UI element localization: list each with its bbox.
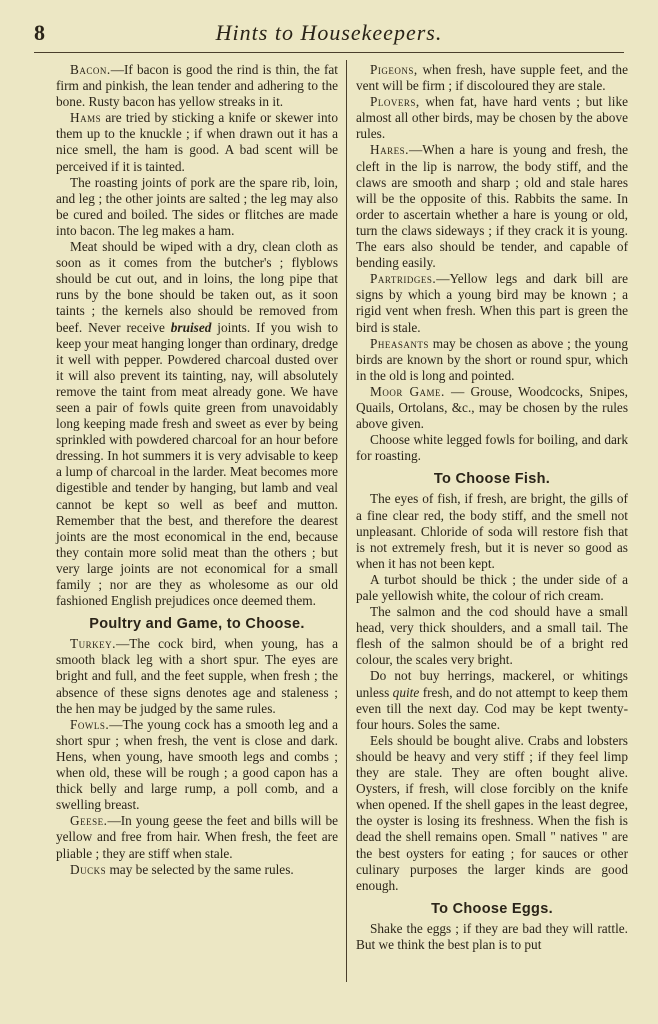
bacon-paragraph [56, 62, 338, 110]
herrings-text-emphasis: quite [392, 684, 420, 700]
eels-paragraph: Eels should be bought alive. Crabs and lobsters should be heavy and very stiff ; if they feel limp they are stale. They are often bought alive. Oysters, if fresh, will close forcibly on the knife when opened. If the shell gapes in the least degree, the oyster is losing its freshness. When the fish is dead the shell remains open. Small " natives " are the best oysters for eating ; for sauces or other culinary purposes the larger kinds are good enough. [356, 732, 628, 893]
ducks-text: may be selected by the same rules. [106, 861, 294, 877]
moor-game-paragraph [356, 384, 628, 432]
meat-paragraph [56, 239, 338, 609]
turbot-paragraph: A turbot should be thick ; the under side of a pale yellowish white, the colour of rich cream. [356, 571, 628, 603]
pheasants-lead: Pheasants [370, 335, 429, 351]
moor-game-text: — Grouse, Woodcocks, Snipes, Quails, Ortolans, &c., may be chosen by the rules above given. [356, 383, 629, 432]
fish-heading: To Choose Fish. [433, 471, 551, 488]
geese-text: —In young geese the feet and bills will be yellow and free from hair. When fresh, the feet are pliable ; they are stiff when stale. [56, 813, 338, 861]
hares-text: —When a hare is young and fresh, the cleft in the lip is narrow, the body stiff, and the claws are smooth and sharp ; old and stale hares will be the opposite of this. Rabbits the same. In order to ascertain whether a hare is young or old, turn the claws sideways ; if they crack it is young. The ears also should be tender, and capable of bending easily. [356, 142, 628, 271]
ducks-lead: Ducks [70, 861, 107, 877]
running-head: Hints to Housekeepers. [215, 20, 443, 45]
bacon-lead: Bacon. [70, 62, 111, 77]
plovers-paragraph [356, 94, 628, 142]
poultry-heading: Poultry and Game, to Choose. [89, 616, 305, 633]
fowls-lead: Fowls. [70, 716, 110, 732]
geese-lead: Geese. [70, 813, 108, 829]
hams-paragraph [56, 110, 338, 174]
moor-game-lead: Moor Game. [370, 383, 445, 399]
pigeons-paragraph [356, 62, 628, 94]
roasting-paragraph: The roasting joints of pork are the spare rib, loin, and leg ; the other joints are salted ; the leg may also be cured and boiled. The sides or flitches are made into bacon. The leg makes a ham. [56, 174, 338, 238]
hares-lead: Hares. [370, 142, 409, 158]
pheasants-text: may be chosen as above ; the young birds are known by the short or round spur, which in the old is long and pointed. [356, 335, 628, 383]
page-number: 8 [34, 20, 45, 45]
eggs-heading: To Choose Eggs. [431, 900, 553, 917]
pheasants-paragraph [356, 336, 628, 384]
column-divider [346, 60, 347, 982]
plovers-text: when fat, have hard vents ; but like almost all other birds, may be chosen by the above rules. [356, 94, 628, 142]
turkey-paragraph [56, 636, 338, 716]
pigeons-text: when fresh, have supple feet, and the vent will be firm ; if discoloured they are stale. [356, 62, 628, 94]
hams-text: are tried by sticking a knife or skewer into them up to the knuckle ; if when drawn out it has a nice smell, the ham is good. A bad scent will be perceived if it is tainted. [56, 110, 338, 174]
fowls-text: —The young cock has a smooth leg and a short spur ; when fresh, the vent is close and dark. Hens, when young, have smooth legs and combs ; when old, these will be rough ; a good capon has a thick belly and large rump, a poll comb, and a swelling breast. [56, 716, 338, 813]
partridges-paragraph [356, 271, 628, 335]
turkey-lead: Turkey. [70, 636, 116, 652]
hares-paragraph [356, 142, 628, 271]
hams-lead: Hams [70, 110, 102, 126]
meat-text-2: joints. If you wish to keep your meat hanging longer than ordinary, dredge it well with pepper. Powdered charcoal dusted over it will also prevent its tainting, nay, will absolutely remove the taint from meat already gone. We have seen a pair of fowls quite green from unavoidably long keeping made fresh and sweet as ever by being sprinkled with powdered charcoal for an hour before dressing. In hot summers it is very advisable to keep a lump of charcoal in the larder. Meat becomes more digestible and tender by hanging, but lamb and veal cannot be kept so well as beef and mutton. Remember that the best, and therefore the dearest joints are the most economical in the end, because they contain more solid meat than the others ; but very large joints are not economical for a small family ; nor are they as wholesome as our old fashioned English prejudices once deemed them. [56, 319, 338, 609]
partridges-lead: Partridges. [370, 271, 437, 287]
bacon-text: —If bacon is good the rind is thin, the fat firm and pinkish, the lean tender and adhering to the bone. Rusty bacon has yellow streaks in it. [56, 62, 338, 110]
salmon-paragraph: The salmon and the cod should have a small head, very thick shoulders, and a small tail. The flesh of the salmon should be of a bright red colour, the scales very bright. [356, 604, 628, 668]
pigeons-lead: Pigeons, [370, 62, 418, 77]
partridges-text: —Yellow legs and dark bill are signs by which a young bird may be known ; a rigid vent when fresh. When this part is green the bird is stale. [356, 271, 628, 335]
fish-paragraph: The eyes of fish, if fresh, are bright, the gills of a fine clear red, the body stiff, and the smell not unpleasant. Chloride of soda will restore fish that is not extremely fresh, but it is never so good as when it has not been kept. [356, 491, 628, 571]
right-column [356, 62, 628, 953]
eggs-paragraph: Shake the eggs ; if they are bad they will rattle. But we think the best plan is to put [356, 920, 628, 952]
fowls-paragraph [56, 717, 338, 814]
left-column [56, 62, 338, 878]
header-rule [34, 52, 624, 53]
ducks-paragraph [56, 862, 338, 878]
turkey-text: —The cock bird, when young, has a smooth black leg with a short spur. The eyes are bright and full, and the feet supple, when fresh ; the absence of these signs denotes age and staleness ; the hen may be judged by the same rules. [56, 636, 338, 716]
meat-text-1: Meat should be wiped with a dry, clean cloth as soon as it comes from the butcher's ; flyblows should be cut out, and in loins, the long pipe that runs by the bone should be taken out, as it soon taints ; the kernels also should be removed from beef. Never receive [56, 239, 338, 335]
geese-paragraph [56, 813, 338, 861]
herrings-text-2: fresh, and do not attempt to keep them even till the next day. Cod may be kept twenty-four hours. Soles the same. [356, 684, 628, 732]
meat-text-emphasis: bruised [170, 319, 212, 335]
fowls-choice-paragraph: Choose white legged fowls for boiling, and dark for roasting. [356, 432, 628, 464]
herrings-text-1: Do not buy herrings, mackerel, or whitings unless [356, 668, 628, 700]
herrings-paragraph [356, 668, 628, 732]
plovers-lead: Plovers, [370, 94, 420, 110]
